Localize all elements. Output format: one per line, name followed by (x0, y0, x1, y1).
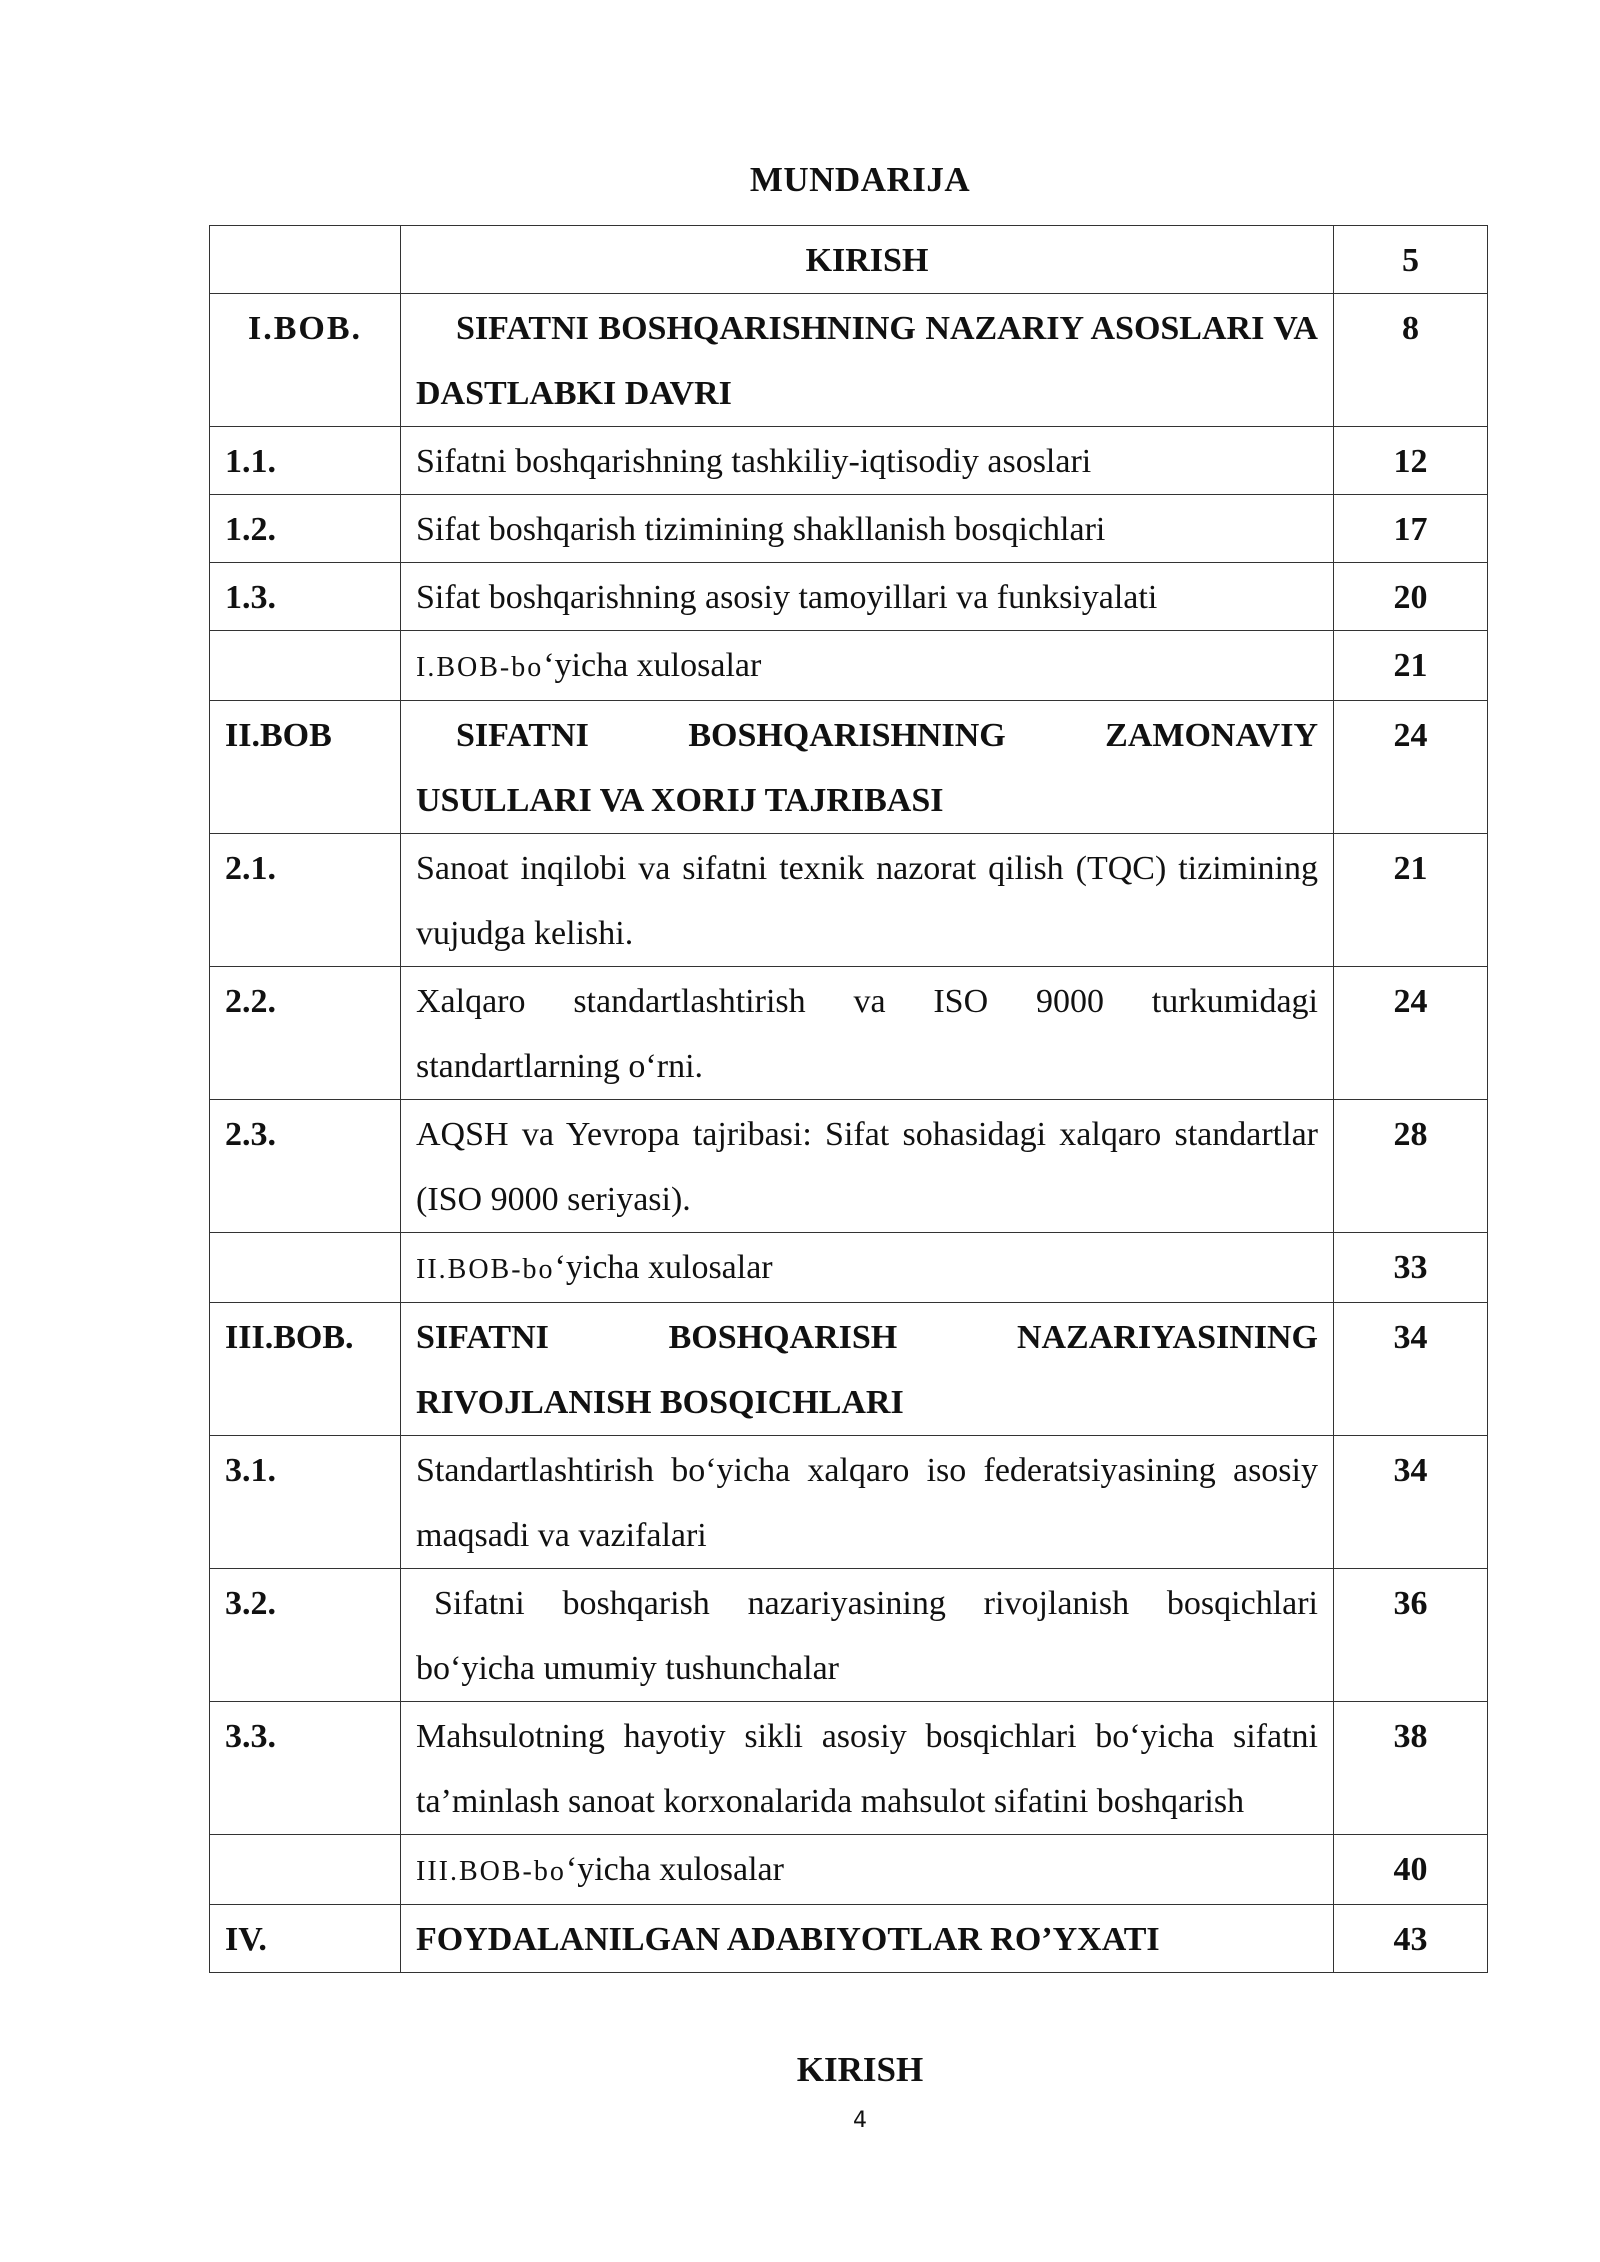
toc-page: 24 (1334, 701, 1488, 834)
toc-row (210, 427, 1488, 495)
toc-title: Sifatni boshqarish nazariyasining rivojlanish bosqichlari bo‘yicha umumiy tushunchalar (401, 1569, 1334, 1702)
toc-page: 34 (1334, 1303, 1488, 1436)
toc-title: Sifatni boshqarishning tashkiliy-iqtisodiy asoslari (401, 427, 1334, 495)
toc-title: Mahsulotning hayotiy sikli asosiy bosqichlari bo‘yicha sifatni ta’minlash sanoat korxonalarida mahsulot sifatini boshqarish (401, 1702, 1334, 1835)
toc-row (210, 1569, 1488, 1702)
toc-row-summary (210, 1835, 1488, 1905)
page-title: MUNDARIJA (749, 160, 971, 199)
toc-page: 12 (1334, 427, 1488, 495)
toc-number (210, 631, 401, 701)
toc-title: FOYDALANILGAN ADABIYOTLAR RO’YXATI (401, 1905, 1334, 1973)
toc-number: 3.1. (210, 1436, 401, 1569)
toc-row-summary (210, 1233, 1488, 1303)
toc-page: 33 (1334, 1233, 1488, 1303)
toc-page: 24 (1334, 967, 1488, 1100)
toc-title: AQSH va Yevropa tajribasi: Sifat sohasidagi xalqaro standartlar (ISO 9000 seriyasi). (401, 1100, 1334, 1233)
toc-row-chapter-1 (210, 294, 1488, 427)
toc-title: Sifat boshqarishning asosiy tamoyillari va funksiyalati (401, 563, 1334, 631)
toc-row (210, 563, 1488, 631)
toc-page: 28 (1334, 1100, 1488, 1233)
toc-title: KIRISH (401, 226, 1334, 294)
toc-row (210, 1100, 1488, 1233)
toc-number: III.BOB. (210, 1303, 401, 1436)
toc-title: SIFATNI BOSHQARISHNING NAZARIY ASOSLARI VA DASTLABKI DAVRI (401, 294, 1334, 427)
toc-title: SIFATNI BOSHQARISH NAZARIYASINING RIVOJLANISH BOSQICHLARI (401, 1303, 1334, 1436)
toc-number (210, 226, 401, 294)
toc-number: 1.2. (210, 495, 401, 563)
toc-number: 2.2. (210, 967, 401, 1100)
toc-title: Xalqaro standartlashtirish va ISO 9000 turkumidagi standartlarning o‘rni. (401, 967, 1334, 1100)
summary-suffix: ‘yicha xulosalar (565, 1851, 784, 1888)
toc-title (401, 1233, 1334, 1303)
toc-row-kirish (210, 226, 1488, 294)
toc-number: 3.3. (210, 1702, 401, 1835)
toc-number: 3.2. (210, 1569, 401, 1702)
toc-number: II.BOB (210, 701, 401, 834)
toc-title: Sanoat inqilobi va sifatni texnik nazorat qilish (TQC) tizimining vujudga kelishi. (401, 834, 1334, 967)
toc-title (401, 1835, 1334, 1905)
toc-page: 17 (1334, 495, 1488, 563)
toc-number: 2.1. (210, 834, 401, 967)
toc-row-references (210, 1905, 1488, 1973)
toc-title: Standartlashtirish bo‘yicha xalqaro iso federatsiyasining asosiy maqsadi va vazifalari (401, 1436, 1334, 1569)
toc-row-summary (210, 631, 1488, 701)
toc-page: 8 (1334, 294, 1488, 427)
summary-suffix: ‘yicha xulosalar (554, 1249, 773, 1286)
toc-page: 21 (1334, 834, 1488, 967)
toc-number (210, 1233, 401, 1303)
toc-page: 38 (1334, 1702, 1488, 1835)
toc-row (210, 1702, 1488, 1835)
table-of-contents (209, 225, 1488, 1973)
toc-row (210, 967, 1488, 1100)
toc-title: SIFATNI BOSHQARISHNING ZAMONAVIY USULLARI VA XORIJ TAJRIBASI (401, 701, 1334, 834)
toc-number: IV. (210, 1905, 401, 1973)
toc-number (210, 1835, 401, 1905)
toc-page: 20 (1334, 563, 1488, 631)
toc-page: 43 (1334, 1905, 1488, 1973)
toc-number: I.BOB. (210, 294, 401, 427)
toc-row (210, 495, 1488, 563)
summary-prefix: I.BOB-bo (416, 652, 544, 683)
toc-row-chapter-3 (210, 1303, 1488, 1436)
toc-row (210, 834, 1488, 967)
toc-page: 21 (1334, 631, 1488, 701)
toc-page: 5 (1334, 226, 1488, 294)
toc-page: 40 (1334, 1835, 1488, 1905)
summary-prefix: II.BOB-bo (416, 1254, 555, 1285)
toc-title: Sifat boshqarish tizimining shakllanish bosqichlari (401, 495, 1334, 563)
toc-number: 1.1. (210, 427, 401, 495)
page-number: 4 (853, 2108, 867, 2133)
toc-page: 36 (1334, 1569, 1488, 1702)
summary-suffix: ‘yicha xulosalar (543, 647, 762, 684)
toc-title (401, 631, 1334, 701)
toc-number: 1.3. (210, 563, 401, 631)
section-heading-kirish: KIRISH (796, 2050, 924, 2089)
toc-page: 34 (1334, 1436, 1488, 1569)
summary-prefix: III.BOB-bo (416, 1856, 566, 1887)
toc-number: 2.3. (210, 1100, 401, 1233)
toc-row (210, 1436, 1488, 1569)
toc-row-chapter-2 (210, 701, 1488, 834)
